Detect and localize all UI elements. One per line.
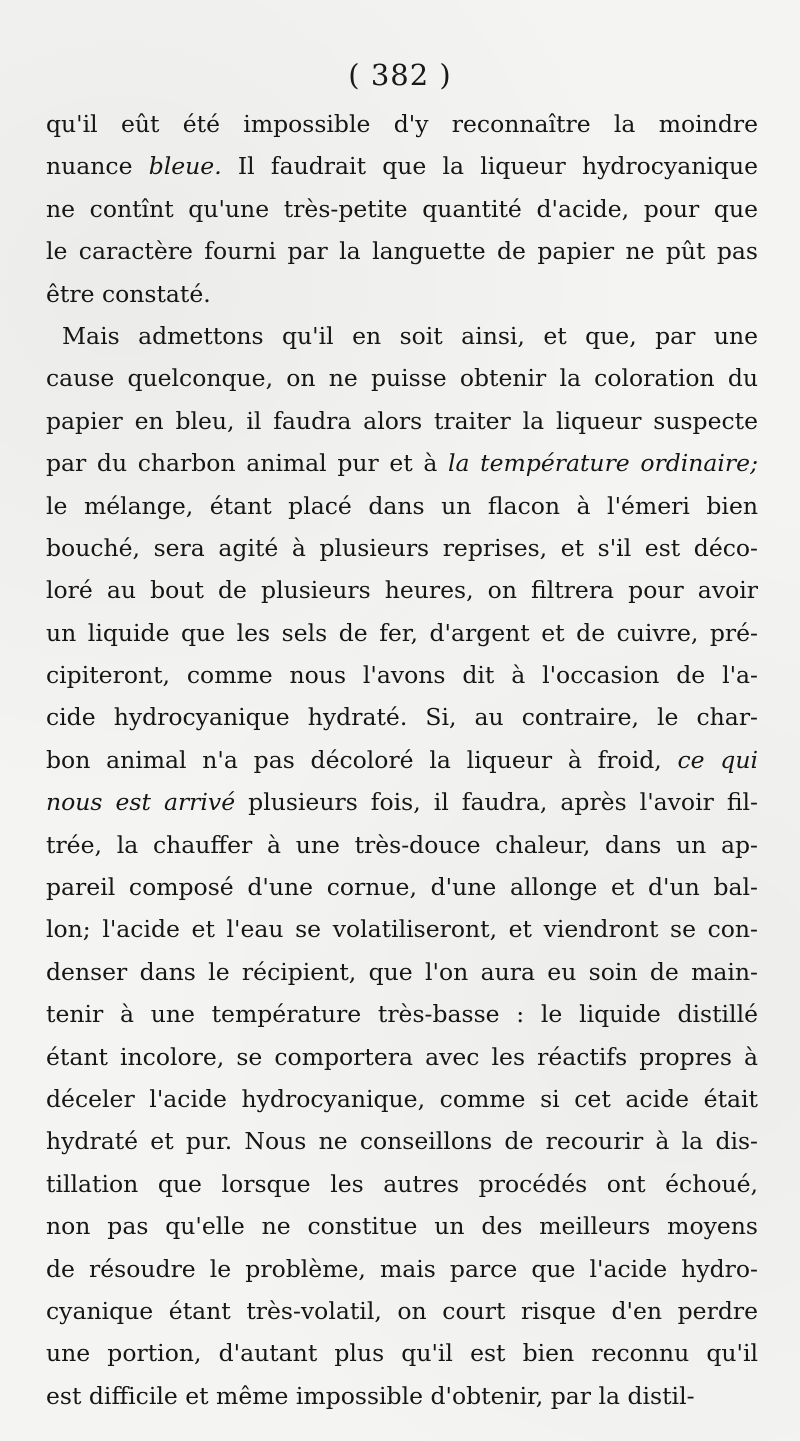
italic-text-segment: ce qui [677,745,758,774]
text-line: est difficile et même impossible d'obtenir, par la distil- [46,1381,695,1410]
text-line: lon; l'acide et l'eau se volatiliseront, et viendront se con- [46,915,758,944]
text-line: cipiteront, comme nous l'avons dit à l'occasion de l'a- [46,661,758,690]
text-line: tillation que lorsque les autres procédés ont échoué, [46,1169,758,1198]
text-segment: bon animal n'a pas décoloré la liqueur à froid, [46,745,678,774]
italic-text-segment: bleue. [148,152,222,181]
text-line: papier en bleu, il faudra alors traiter la liqueur suspecte [46,406,758,435]
text-line: être constaté. [46,279,211,308]
text-line: étant incolore, se comportera avec les réactifs propres à [46,1042,758,1071]
text-line: Mais admettons qu'il en soit ainsi, et que, par une [62,321,758,350]
text-line [46,442,758,484]
text-line: loré au bout de plusieurs heures, on filtrera pour avoir [46,576,758,605]
text-line: déceler l'acide hydrocyanique, comme si cet acide était [46,1084,758,1113]
text-line: tenir à une température très-basse : le liquide distillé [46,1000,758,1029]
text-line: un liquide que les sels de fer, d'argent et de cuivre, pré- [46,618,758,647]
text-line [46,781,758,823]
text-line: une portion, d'autant plus qu'il est bien reconnu qu'il [46,1339,758,1368]
page-number: ( 382 ) [348,58,452,92]
text-line: cause quelconque, on ne puisse obtenir la coloration du [46,364,758,393]
text-line: cyanique étant très-volatil, on court risque d'en perdre [46,1296,758,1325]
text-line: non pas qu'elle ne constitue un des meilleurs moyens [46,1212,758,1241]
text-line: hydraté et pur. Nous ne conseillons de recourir à la dis- [46,1127,758,1156]
text-segment: Il faudrait que la liqueur hydrocyanique [221,152,758,181]
text-line: qu'il eût été impossible d'y reconnaître la moindre [46,110,758,138]
italic-text-segment: la température ordinaire; [448,449,758,478]
page-body-text [46,103,758,1417]
text-segment: par du charbon animal pur et à [46,449,448,478]
text-segment: plusieurs fois, il faudra, après l'avoir fil- [235,788,758,817]
text-line [46,739,758,781]
text-line: le caractère fourni par la languette de papier ne pût pas [46,237,758,266]
text-line: ne contînt qu'une très-petite quantité d'acide, pour que [46,194,758,223]
text-line: denser dans le récipient, que l'on aura eu soin de main- [46,957,758,986]
text-line: le mélange, étant placé dans un flacon à l'émeri bien [46,491,758,520]
text-segment: nuance [46,152,149,181]
text-line: de résoudre le problème, mais parce que l'acide hydro- [46,1254,758,1283]
text-line [46,145,758,187]
text-line: pareil composé d'une cornue, d'une allonge et d'un bal- [46,873,758,902]
text-line: cide hydrocyanique hydraté. Si, au contraire, le char- [46,703,758,732]
text-line: bouché, sera agité à plusieurs reprises, et s'il est déco- [46,533,758,562]
text-line: trée, la chauffer à une très-douce chaleur, dans un ap- [46,830,758,859]
italic-text-segment: nous est arrivé [46,788,236,817]
